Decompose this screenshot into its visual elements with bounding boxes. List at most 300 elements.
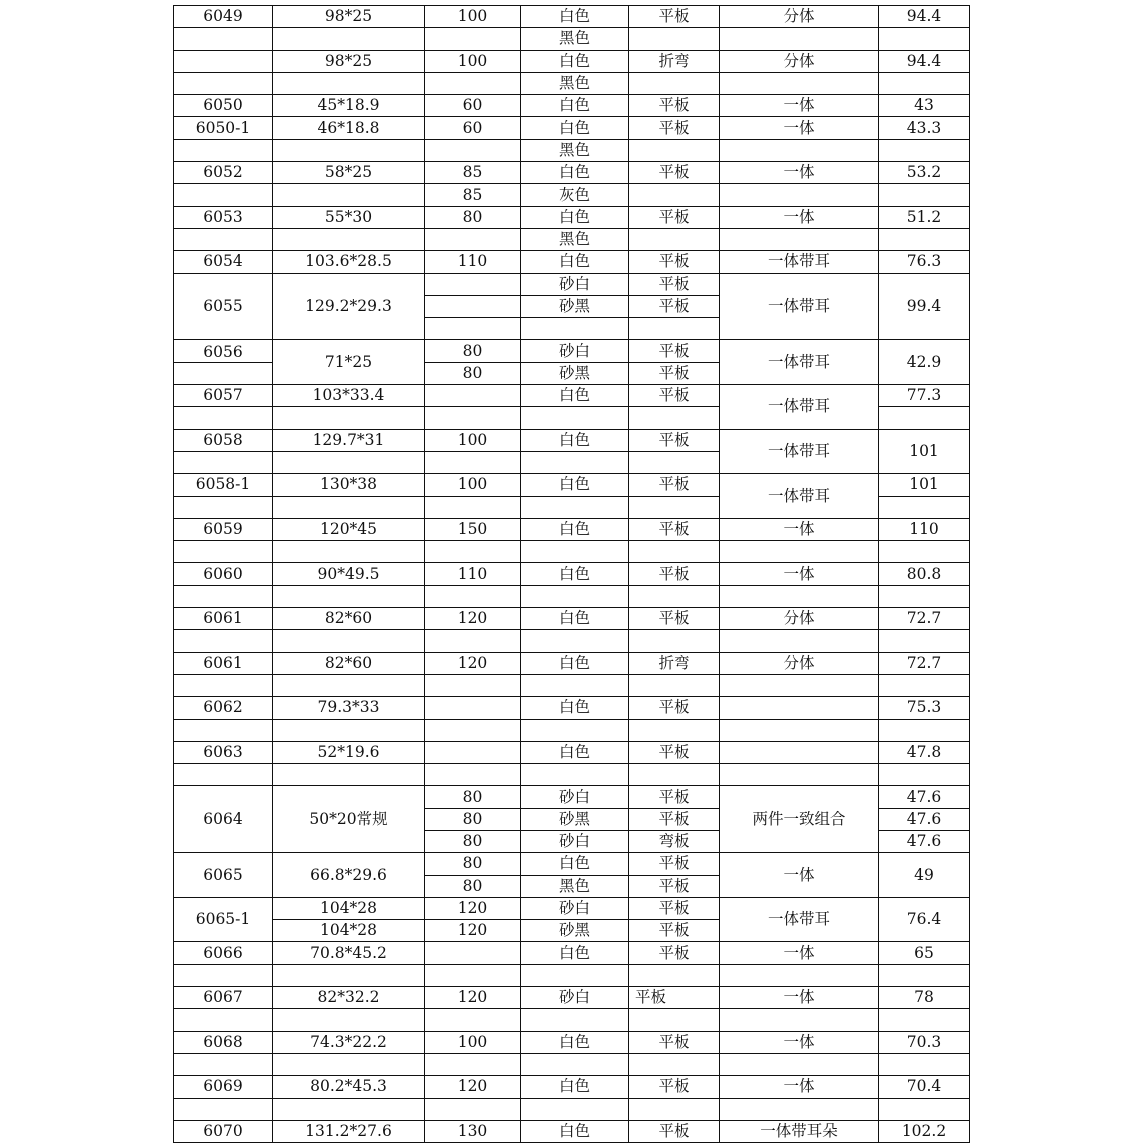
table-cell [521,407,629,429]
table-row [174,385,970,407]
table-cell: 黑色 [521,228,629,250]
table-cell [521,764,629,786]
table-cell: 一体 [720,1076,879,1098]
table-cell [521,630,629,652]
table-cell [273,541,425,563]
table-row [174,652,970,674]
table-cell [629,318,720,340]
table-cell [174,964,273,986]
table-cell [879,585,970,607]
table-cell [174,228,273,250]
table-cell [521,541,629,563]
table-row [174,6,970,28]
table-cell [273,964,425,986]
table-cell: 82*60 [273,608,425,630]
table-cell: 80 [425,786,521,808]
table-cell: 80 [425,853,521,875]
table-cell: 110 [425,563,521,585]
table-cell [720,719,879,741]
table-cell: 白色 [521,563,629,585]
table-row [174,563,970,585]
table-cell: 94.4 [879,6,970,28]
table-cell [629,496,720,518]
table-cell [425,585,521,607]
table-cell: 一体带耳 [720,474,879,519]
table-row [174,1098,970,1120]
table-cell: 砂白 [521,830,629,852]
table-cell: 103*33.4 [273,385,425,407]
table-cell: 平板 [629,563,720,585]
table-cell [273,719,425,741]
table-cell: 6054 [174,251,273,273]
table-cell: 平板 [629,295,720,317]
table-cell: 砂白 [521,273,629,295]
table-cell: 平板 [629,920,720,942]
table-row [174,228,970,250]
table-cell [425,630,521,652]
table-cell [174,451,273,473]
table-cell: 50*20常规 [273,786,425,853]
table-cell [273,585,425,607]
table-cell: 47.6 [879,808,970,830]
table-cell [879,764,970,786]
table-cell: 47.8 [879,741,970,763]
table-cell [174,674,273,696]
table-row [174,1076,970,1098]
table-cell: 白色 [521,853,629,875]
table-cell: 60 [425,95,521,117]
table-row [174,897,970,919]
table-cell [629,1098,720,1120]
table-cell: 平板 [629,853,720,875]
table-cell [273,451,425,473]
table-cell: 分体 [720,6,879,28]
table-cell: 85 [425,184,521,206]
table-cell: 白色 [521,1120,629,1142]
table-cell [629,72,720,94]
table-cell: 砂黑 [521,808,629,830]
table-cell: 白色 [521,117,629,139]
table-cell: 79.3*33 [273,697,425,719]
table-cell: 白色 [521,1031,629,1053]
table-cell: 一体带耳 [720,897,879,942]
table-cell [720,72,879,94]
table-cell [174,139,273,161]
table-cell: 白色 [521,652,629,674]
table-cell: 6062 [174,697,273,719]
table-row [174,608,970,630]
table-cell [720,541,879,563]
table-cell: 6064 [174,786,273,853]
table-cell: 一体带耳 [720,273,879,340]
table-cell: 55*30 [273,206,425,228]
table-cell [720,228,879,250]
table-cell: 42.9 [879,340,970,385]
table-cell: 白色 [521,251,629,273]
table-cell [879,541,970,563]
table-cell: 103.6*28.5 [273,251,425,273]
table-cell [273,407,425,429]
table-row [174,764,970,786]
table-cell: 6065 [174,853,273,898]
table-cell: 6056 [174,340,273,362]
table-row [174,50,970,72]
table-cell: 6049 [174,6,273,28]
table-cell [720,1053,879,1075]
table-cell: 平板 [629,340,720,362]
table-cell: 72.7 [879,652,970,674]
table-cell: 平板 [629,251,720,273]
table-cell: 101 [879,474,970,496]
table-cell: 平板 [629,808,720,830]
table-cell: 平板 [629,273,720,295]
table-cell: 98*25 [273,6,425,28]
table-cell [174,1053,273,1075]
table-cell [521,496,629,518]
table-cell: 砂白 [521,987,629,1009]
table-cell: 82*32.2 [273,987,425,1009]
table-cell: 104*28 [273,920,425,942]
table-cell [521,1009,629,1031]
table-cell [879,1009,970,1031]
table-row [174,741,970,763]
table-cell [425,964,521,986]
table-cell: 白色 [521,162,629,184]
table-cell: 71*25 [273,340,425,385]
table-cell [174,541,273,563]
table-cell: 分体 [720,652,879,674]
table-cell [720,764,879,786]
table-cell: 一体 [720,518,879,540]
product-spec-table [173,5,970,1143]
table-cell [720,585,879,607]
table-cell: 一体 [720,95,879,117]
table-cell [629,674,720,696]
table-cell: 平板 [629,117,720,139]
table-cell [629,585,720,607]
table-cell: 平板 [629,518,720,540]
table-cell [425,228,521,250]
table-row [174,1031,970,1053]
table-cell: 129.2*29.3 [273,273,425,340]
table-cell [425,295,521,317]
table-cell: 一体 [720,206,879,228]
table-cell: 90*49.5 [273,563,425,585]
table-cell [879,719,970,741]
table-cell: 94.4 [879,50,970,72]
table-cell: 6066 [174,942,273,964]
table-cell [425,741,521,763]
table-cell: 43 [879,95,970,117]
table-cell [720,28,879,50]
table-cell: 一体 [720,117,879,139]
table-cell [521,318,629,340]
table-cell [425,697,521,719]
table-cell: 一体带耳 [720,251,879,273]
table-cell [629,1053,720,1075]
table-cell: 一体 [720,563,879,585]
table-cell [521,585,629,607]
table-cell [425,385,521,407]
table-cell: 99.4 [879,273,970,340]
table-cell [174,362,273,384]
table-cell: 72.7 [879,608,970,630]
table-cell: 6061 [174,652,273,674]
table-cell: 黑色 [521,72,629,94]
table-cell [521,964,629,986]
table-cell: 6061 [174,608,273,630]
table-cell [720,1098,879,1120]
table-cell [174,630,273,652]
table-cell [425,28,521,50]
table-cell [629,719,720,741]
table-cell: 60 [425,117,521,139]
table-cell: 分体 [720,608,879,630]
table-cell [174,28,273,50]
table-cell: 6053 [174,206,273,228]
table-cell [879,407,970,429]
table-cell: 一体带耳 [720,385,879,430]
table-cell [521,719,629,741]
table-cell: 43.3 [879,117,970,139]
table-cell [273,1009,425,1031]
table-cell: 6067 [174,987,273,1009]
table-cell [425,451,521,473]
table-cell: 6069 [174,1076,273,1098]
table-row [174,28,970,50]
table-cell: 白色 [521,608,629,630]
table-cell [273,1053,425,1075]
table-cell: 平板 [629,608,720,630]
table-cell [879,674,970,696]
table-row [174,518,970,540]
table-cell: 77.3 [879,385,970,407]
table-cell: 46*18.8 [273,117,425,139]
table-cell [720,630,879,652]
table-row [174,987,970,1009]
table-cell [629,964,720,986]
table-cell [629,184,720,206]
table-cell [629,1009,720,1031]
table-cell [879,1053,970,1075]
table-cell: 80 [425,830,521,852]
table-cell: 70.3 [879,1031,970,1053]
table-cell: 51.2 [879,206,970,228]
table-cell: 80 [425,362,521,384]
table-row [174,674,970,696]
table-cell: 平板 [629,786,720,808]
table-cell: 一体 [720,162,879,184]
table-cell [879,184,970,206]
table-cell: 120 [425,987,521,1009]
table-cell: 白色 [521,741,629,763]
table-cell [879,28,970,50]
table-cell [629,139,720,161]
table-cell: 80 [425,808,521,830]
table-cell: 一体 [720,853,879,898]
table-cell: 100 [425,50,521,72]
table-cell: 一体带耳 [720,429,879,474]
table-cell: 平板 [629,429,720,451]
table-cell: 80 [425,340,521,362]
table-cell [425,318,521,340]
table-cell: 白色 [521,429,629,451]
table-cell: 黑色 [521,28,629,50]
table-row [174,719,970,741]
table-cell: 76.4 [879,897,970,942]
table-cell: 47.6 [879,786,970,808]
table-cell: 6050-1 [174,117,273,139]
table-cell [879,72,970,94]
table-row [174,162,970,184]
table-cell [521,451,629,473]
table-cell: 6070 [174,1120,273,1142]
table-cell [273,139,425,161]
table-cell [273,496,425,518]
table-cell [879,228,970,250]
table-cell: 80.2*45.3 [273,1076,425,1098]
table-cell: 白色 [521,6,629,28]
table-cell [720,184,879,206]
table-cell: 灰色 [521,184,629,206]
table-cell: 一体带耳朵 [720,1120,879,1142]
table-cell [425,496,521,518]
table-cell: 白色 [521,385,629,407]
table-cell: 平板 [629,942,720,964]
table-cell: 一体 [720,1031,879,1053]
table-cell [425,1053,521,1075]
table-row [174,474,970,496]
table-cell: 平板 [629,987,720,1009]
table-cell: 白色 [521,518,629,540]
table-cell: 80.8 [879,563,970,585]
table-cell [720,697,879,719]
table-cell: 120 [425,1076,521,1098]
table-row [174,585,970,607]
table-cell: 砂白 [521,786,629,808]
table-cell: 一体 [720,987,879,1009]
table-cell: 砂黑 [521,920,629,942]
table-cell: 74.3*22.2 [273,1031,425,1053]
table-cell: 120 [425,920,521,942]
table-cell: 120 [425,652,521,674]
table-cell [629,541,720,563]
table-cell [629,228,720,250]
table-cell [720,674,879,696]
table-cell: 砂白 [521,897,629,919]
table-cell [879,964,970,986]
table-cell [425,273,521,295]
table-cell [273,1098,425,1120]
table-cell: 6050 [174,95,273,117]
table-cell: 两件一致组合 [720,786,879,853]
table-cell [720,741,879,763]
table-cell: 6060 [174,563,273,585]
table-cell: 6059 [174,518,273,540]
table-cell: 白色 [521,95,629,117]
table-cell [425,139,521,161]
table-cell [629,451,720,473]
table-row [174,942,970,964]
table-cell: 6058-1 [174,474,273,496]
table-cell: 黑色 [521,139,629,161]
table-cell [174,50,273,72]
table-cell: 100 [425,474,521,496]
table-cell: 白色 [521,50,629,72]
table-row [174,1009,970,1031]
table-cell: 砂黑 [521,295,629,317]
table-cell: 平板 [629,897,720,919]
table-cell [629,764,720,786]
table-cell [273,72,425,94]
table-cell [425,1098,521,1120]
table-cell: 98*25 [273,50,425,72]
table-cell: 白色 [521,697,629,719]
table-cell: 平板 [629,362,720,384]
table-cell [273,764,425,786]
table-cell [521,674,629,696]
table-row [174,853,970,875]
table-cell: 58*25 [273,162,425,184]
table-cell: 6065-1 [174,897,273,942]
table-cell: 102.2 [879,1120,970,1142]
table-row [174,95,970,117]
table-cell: 弯板 [629,830,720,852]
table-cell: 78 [879,987,970,1009]
table-row [174,697,970,719]
table-row [174,630,970,652]
table-cell: 折弯 [629,652,720,674]
table-cell: 120*45 [273,518,425,540]
table-cell [425,942,521,964]
table-cell: 76.3 [879,251,970,273]
table-cell: 6055 [174,273,273,340]
table-cell: 49 [879,853,970,898]
table-cell: 100 [425,429,521,451]
table-cell: 折弯 [629,50,720,72]
table-row [174,139,970,161]
table-cell: 白色 [521,474,629,496]
table-row [174,117,970,139]
table-cell: 平板 [629,1076,720,1098]
table-cell [425,719,521,741]
table-cell: 6057 [174,385,273,407]
table-cell [174,407,273,429]
table-row [174,251,970,273]
table-row [174,786,970,808]
table-cell: 6068 [174,1031,273,1053]
table-cell [273,674,425,696]
table-cell [174,585,273,607]
table-cell: 砂黑 [521,362,629,384]
table-cell [273,630,425,652]
table-cell [720,964,879,986]
table-cell [174,496,273,518]
table-cell: 6058 [174,429,273,451]
table-row [174,184,970,206]
table-row [174,206,970,228]
table-cell: 129.7*31 [273,429,425,451]
table-cell: 平板 [629,1120,720,1142]
table-cell: 平板 [629,741,720,763]
table-cell: 120 [425,608,521,630]
table-cell [879,139,970,161]
table-cell [720,139,879,161]
table-cell: 一体 [720,942,879,964]
table-cell [174,764,273,786]
table-cell [629,407,720,429]
table-cell [629,28,720,50]
